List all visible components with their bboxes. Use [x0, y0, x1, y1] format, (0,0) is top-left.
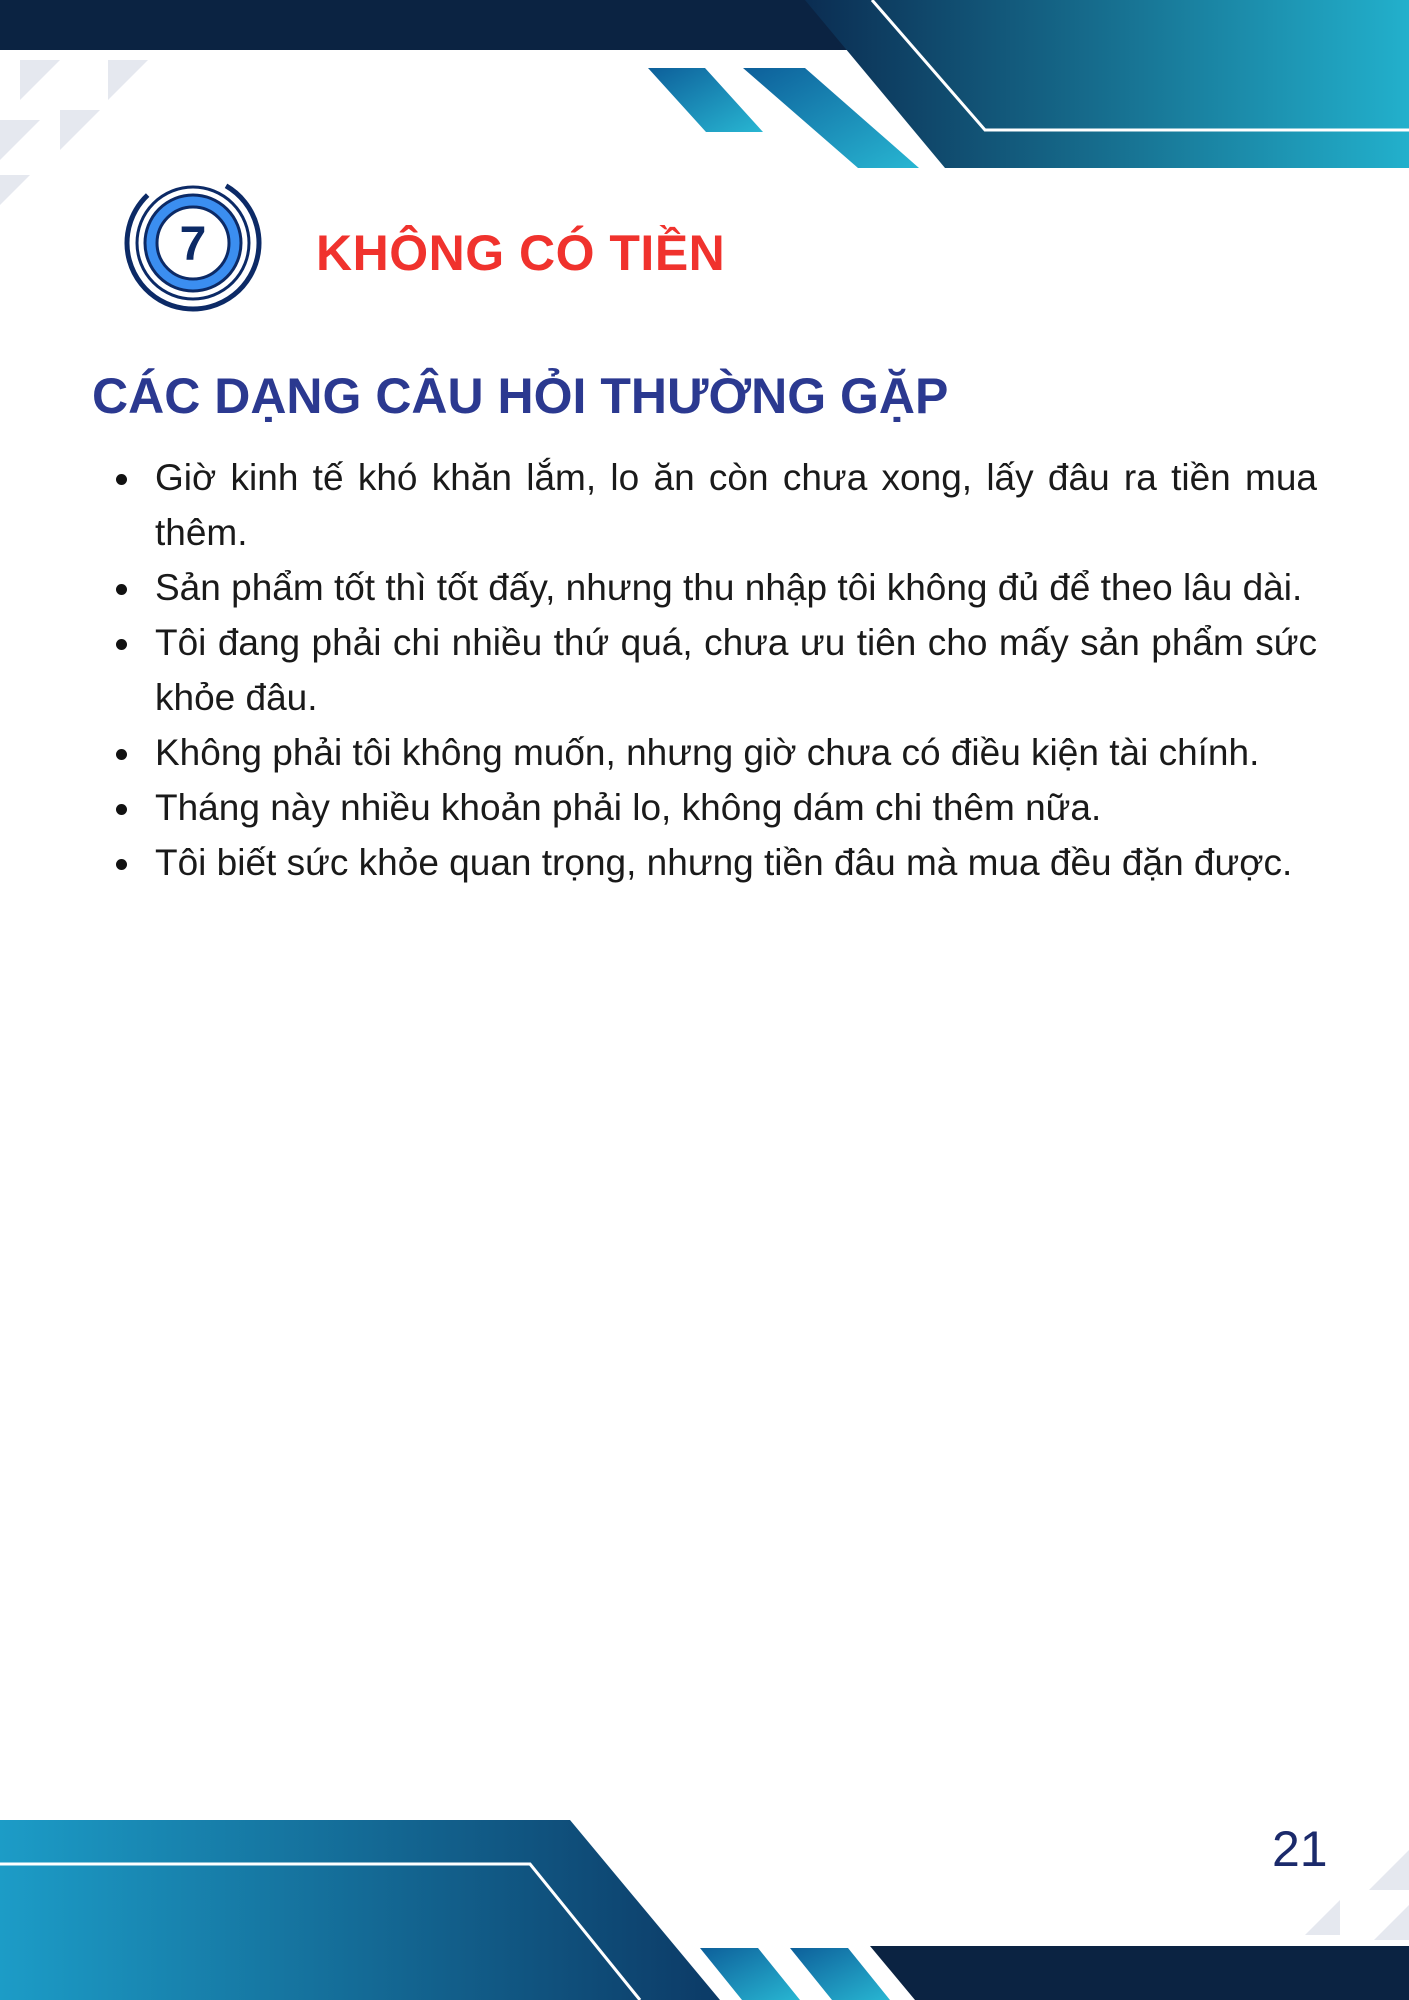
list-item: Tôi đang phải chi nhiều thứ quá, chưa ưu tiên cho mấy sản phẩm sức khỏe đâu.	[155, 615, 1317, 725]
badge-number: 7	[179, 218, 207, 271]
question-list	[155, 450, 1317, 890]
list-item: Giờ kinh tế khó khăn lắm, lo ăn còn chưa xong, lấy đâu ra tiền mua thêm.	[155, 450, 1317, 560]
list-item: Tôi biết sức khỏe quan trọng, nhưng tiền đâu mà mua đều đặn được.	[155, 835, 1317, 890]
bottom-navy-band	[870, 1946, 1409, 2000]
top-navy-band	[0, 0, 1409, 50]
top-right-gradient-shape	[805, 0, 1409, 168]
page-heading: CÁC DẠNG CÂU HỎI THƯỜNG GẶP	[92, 368, 949, 424]
list-item: Không phải tôi không muốn, nhưng giờ chưa có điều kiện tài chính.	[155, 725, 1317, 780]
bottom-slash-accents	[700, 1948, 890, 2000]
page-number: 21	[1272, 1821, 1328, 1877]
bottom-teal-band	[0, 1820, 720, 2000]
top-slash-accents	[648, 68, 919, 168]
list-item: Sản phẩm tốt thì tốt đấy, nhưng thu nhập tôi không đủ để theo lâu dài.	[155, 560, 1317, 615]
section-title: KHÔNG CÓ TIỀN	[316, 225, 726, 281]
number-badge	[118, 168, 268, 318]
list-item: Tháng này nhiều khoản phải lo, không dám chi thêm nữa.	[155, 780, 1317, 835]
